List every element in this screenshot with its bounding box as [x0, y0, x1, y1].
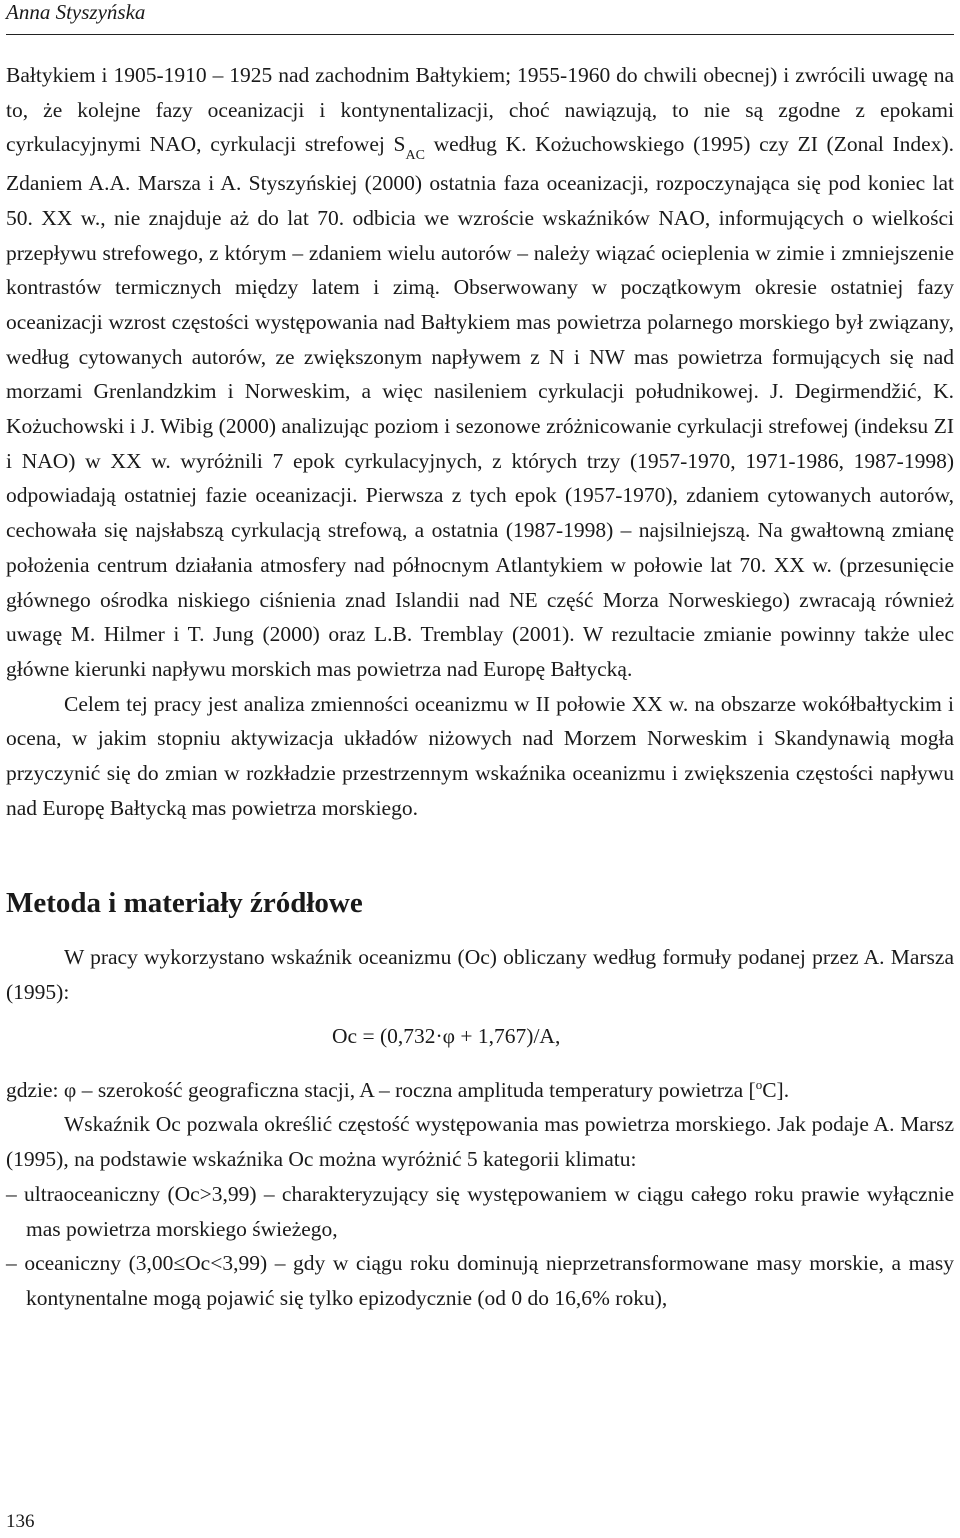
list-item: – ultraoceaniczny (Oc>3,99) – charakteryzujący się występowaniem w ciągu całego roku prawie wyłącznie mas powietrza morskiego świeżego,: [6, 1181, 954, 1241]
running-head-author: Anna Styszyńska: [6, 0, 146, 24]
paragraph-4: [6, 1068, 954, 1108]
header-rule: [6, 34, 954, 35]
paragraph-4-part-b: C].: [762, 1077, 790, 1102]
section-heading: Metoda i materiały źródłowe: [6, 887, 363, 920]
paragraph-1: [6, 58, 954, 687]
list-item: – oceaniczny (3,00≤Oc<3,99) – gdy w ciągu roku dominują nieprzetransformowane masy morskie, a masy kontynentalne mogą pojawić się tylko epizodycznie (od 0 do 16,6% roku),: [6, 1251, 954, 1310]
paragraph-3: W pracy wykorzystano wskaźnik oceanizmu (Oc) obliczany według formuły podanej przez A. Marsza (1995):: [6, 945, 954, 1005]
oc-formula: Oc = (0,732·φ + 1,767)/A,: [332, 1023, 561, 1048]
paragraph-5: Wskaźnik Oc pozwala określić częstość występowania mas powietrza morskiego. Jak podaje A. Marsz (1995), na podstawie wskaźnika Oc można wyróżnić 5 kategorii klimatu:: [6, 1112, 954, 1172]
paragraph-1-part-a: Bałtykiem i 1905-1910 – 1925 nad zachodnim Bałtykiem; 1955-1960 do chwili obecnej) i zwrócili uwagę na to, że kolejne fazy oceanizacji i kontynentalizacji, choć nawiązują, to nie są zgodne z epokami cyrkulacyjnymi NAO, cyrkulacji strefowej S: [6, 63, 954, 157]
subscript-ac: AC: [405, 148, 425, 164]
page-body: [6, 58, 954, 1316]
paragraph-2: Celem tej pracy jest analiza zmienności oceanizmu w II połowie XX w. na obszarze wokółbałtyckim i ocena, w jakim stopniu aktywizacja układów niżowych nad Morzem Norweskim i Skandynawią mogła przyczynić się do zmian w rozkładzie przestrzennym wskaźnika oceanizmu i zwiększenia częstości napływu nad Europę Bałtycką mas powietrza morskiego.: [6, 691, 954, 820]
page-number: 136: [6, 1511, 35, 1532]
degree-superscript: o: [755, 1076, 763, 1092]
paragraph-1-part-b: według K. Kożuchowskiego (1995) czy ZI (Zonal Index). Zdaniem A.A. Marsza i A. Styszyńskiej (2000) ostatnia faza oceanizacji, rozpoczynająca się pod koniec lat 50. XX w., nie znajduje aż do lat 70. odbicia we wzroście wskaźników NAO, informujących o wielkości przepływu strefowego, z którym – zdaniem wielu autorów – należy wiązać ocieplenia w zimie i zmniejszenie kontrastów termicznych między latem i zimą. Obserwowany w początkowym okresie ostatniej fazy oceanizacji wzrost częstości występowania nad Bałtykiem mas powietrza polarnego morskiego był związany, według cytowanych autorów, ze zwiększonym napływem z N i NW mas powietrza formujących się nad morzami Grenlandzkim i Norweskim, a więc nasileniem cyrkulacji południkowej. J. Degirmendžić, K. Kożuchowski i J. Wibig (2000) analizując poziom i sezonowe zróżnicowanie cyrkulacji strefowej (indeksu ZI i NAO) w XX w. wyróżnili 7 epok cyrkulacyjnych, z których trzy (1957-1970, 1971-1986, 1987-1998) odpowiadają ostatniej fazie oceanizacji. Pierwsza z tych epok (1957-1970), zdaniem cytowanych autorów, cechowała się najsłabszą cyrkulacją strefową, a ostatnia (1987-1998) – najsilniejszą. Na gwałtowną zmianę położenia centrum działania atmosfery nad północnym Atlantykiem w połowie lat 70. XX w. (przesunięcie głównego ośrodka niskiego ciśnienia znad Islandii nad NE część Morza Norweskiego) zwracają również uwagę M. Hilmer i T. Jung (2000) oraz L.B. Tremblay (2001). W rezultacie zmianie powinny także ulec główne kierunki napływu morskich mas powietrza nad Europę Bałtycką.: [6, 132, 955, 681]
paragraph-4-part-a: gdzie: φ – szerokość geograficzna stacji, A – roczna amplituda temperatury powietrza [: [6, 1077, 756, 1102]
